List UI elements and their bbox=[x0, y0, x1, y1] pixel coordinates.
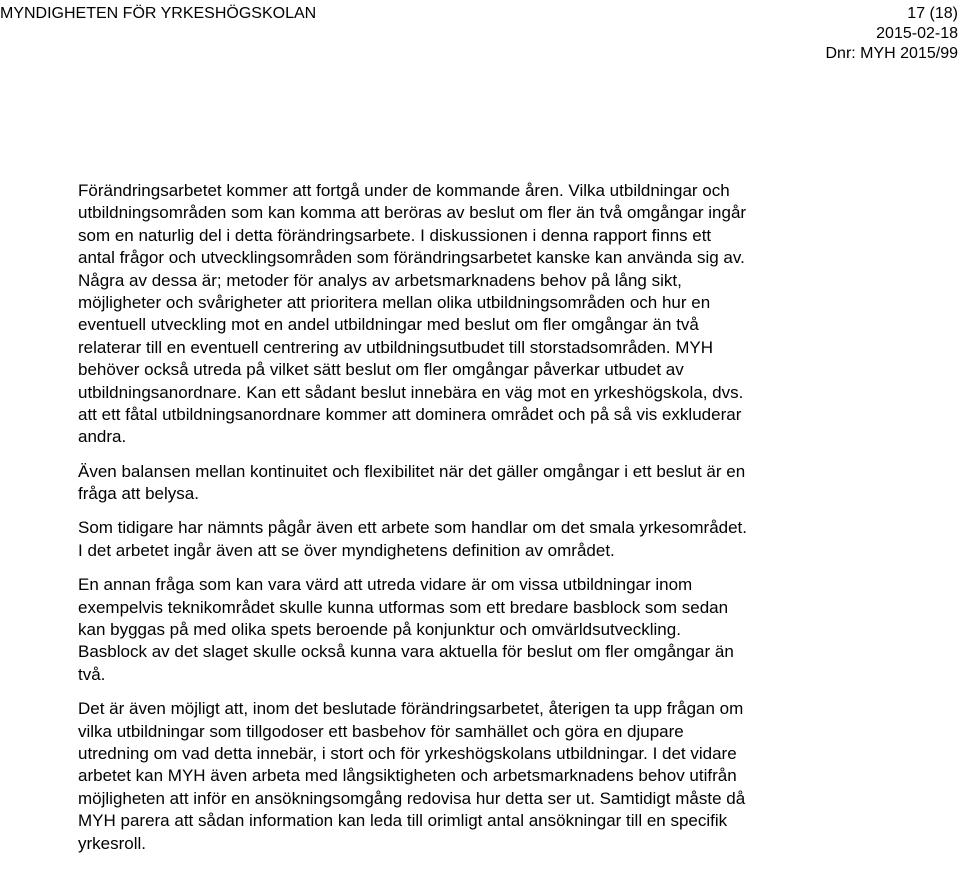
text-line: eventuell utveckling mot en andel utbildningar med beslut om fler omgångar än två bbox=[78, 315, 699, 335]
text-line: utbildningsanordnare. Kan ett sådant beslut innebära en väg mot en yrkeshögskola, dvs. bbox=[78, 382, 744, 402]
text-line: möjligheter och svårigheter att prioritera mellan olika utbildningsområden och hur en bbox=[78, 292, 711, 312]
paragraph bbox=[78, 180, 958, 449]
text-line: antal frågor och utvecklingsområden som förändringsarbetet kanske kan använda sig av. bbox=[78, 248, 745, 268]
text-line: behöver också utreda på vilket sätt beslut om fler omgångar påverkar utbudet av bbox=[78, 360, 684, 380]
text-line: arbetet kan MYH även arbeta med långsiktigheten och arbetsmarknadens behov utifrån bbox=[78, 766, 737, 786]
agency-name: MYNDIGHETEN FÖR YRKESHÖGSKOLAN bbox=[0, 5, 317, 22]
paragraph bbox=[78, 698, 958, 855]
text-line: att ett fåtal utbildningsanordnare kommer att dominera området och på så vis exkluderar bbox=[78, 404, 742, 424]
document-meta bbox=[825, 4, 958, 64]
paragraph bbox=[78, 517, 958, 562]
text-line: utbildningsområden som kan komma att beröras av beslut om fler än två omgångar ingår bbox=[78, 203, 747, 223]
page-number: 17 (18) bbox=[907, 5, 958, 22]
text-line: I det arbetet ingår även att se över myndighetens definition av området. bbox=[78, 540, 615, 560]
text-line: andra. bbox=[78, 427, 127, 447]
text-line: En annan fråga som kan vara värd att utreda vidare är om vissa utbildningar inom bbox=[78, 575, 693, 595]
text-line: två. bbox=[78, 664, 106, 684]
text-line: Basblock av det slaget skulle också kunna vara aktuella för beslut om fler omgångar än bbox=[78, 642, 734, 662]
document-body bbox=[78, 180, 958, 855]
text-line: Det är även möjligt att, inom det beslutade förändringsarbetet, återigen ta upp frågan om bbox=[78, 699, 744, 719]
text-line: exempelvis teknikområdet skulle kunna utformas som ett bredare basblock som sedan bbox=[78, 597, 729, 617]
document-date: 2015-02-18 bbox=[876, 25, 958, 42]
text-line: MYH parera att sådan information kan leda till orimligt antal ansökningar till en specifik bbox=[78, 811, 728, 831]
paragraph bbox=[78, 461, 958, 506]
paragraph-gap bbox=[78, 686, 958, 698]
text-line: kan byggas på med olika spets beroende på konjunktur och omvärldsutveckling. bbox=[78, 620, 681, 640]
paragraph-gap bbox=[78, 562, 958, 574]
text-line: fråga att belysa. bbox=[78, 484, 199, 504]
text-line: Förändringsarbetet kommer att fortgå under de kommande åren. Vilka utbildningar och bbox=[78, 181, 730, 200]
text-line: Som tidigare har nämnts pågår även ett arbete som handlar om det smala yrkesområdet. bbox=[78, 518, 748, 538]
text-line: Även balansen mellan kontinuitet och flexibilitet när det gäller omgångar i ett beslut är en bbox=[78, 461, 746, 481]
paragraph-gap bbox=[78, 505, 958, 517]
text-line: vilka utbildningar som tillgodoser ett basbehov för samhället och göra en djupare bbox=[78, 721, 684, 741]
text-line: yrkesroll. bbox=[78, 833, 147, 853]
text-line: möjligheten att inför en ansökningsomgång redovisa hur detta ser ut. Samtidigt måste då bbox=[78, 788, 746, 808]
paragraph-gap bbox=[78, 449, 958, 461]
paragraph bbox=[78, 574, 958, 686]
text-line: relaterar till en eventuell centrering av utbildningsutbudet till storstadsområden. MYH bbox=[78, 337, 713, 357]
reference-number: Dnr: MYH 2015/99 bbox=[825, 45, 958, 62]
text-line: Några av dessa är; metoder för analys av arbetsmarknadens behov på lång sikt, bbox=[78, 270, 682, 290]
text-line: utredning om vad detta innebär, i stort och för yrkeshögskolans utbildningar. I det vidare bbox=[78, 743, 737, 763]
text-line: som en naturlig del i detta förändringsarbete. I diskussionen i denna rapport finns ett bbox=[78, 225, 712, 245]
